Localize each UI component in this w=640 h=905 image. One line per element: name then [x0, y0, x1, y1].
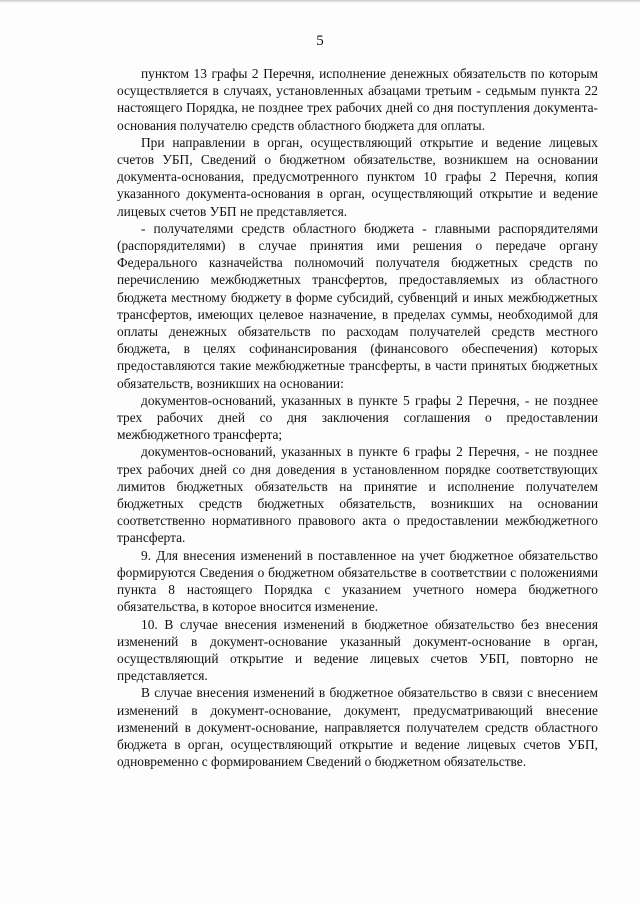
paragraph-changes-to-document: В случае внесения изменений в бюджетное обязательство в связи с внесением изменений в документ-основание, документ, предусматривающий внесение изменений в документ-основание, направляется получателем средств областного бюджета в орган, осуществляющий открытие и ведение лицевых счетов УБП, одновременно с формированием Сведений о бюджетном обязательстве.: [117, 685, 598, 770]
paragraph-chief-administrators: - получателями средств областного бюджета - главными распорядителями (распорядителями) в случае принятия ими решения о передаче органу Федерального казначейства полномочий получателя бюджетных средств по перечислению межбюджетных трансфертов, предоставляемых из областного бюджета местному бюджету в форме субсидий, субвенций и иных межбюджетных трансфертов, имеющих целевое назначение, в пределах суммы, необходимой для оплаты денежных обязательств по расходам получателей средств местного бюджета, в целях софинансирования (финансового обеспечения) которых предоставляются такие межбюджетные трансферты, в части принятых бюджетных обязательств, возникших на основании:: [117, 220, 598, 391]
document-body: [117, 65, 598, 770]
paragraph-clause-10: 10. В случае внесения изменений в бюджетное обязательство без внесения изменений в документ-основание указанный документ-основание в орган, осуществляющий открытие и ведение лицевых счетов УБП, повторно не представляется.: [117, 616, 598, 684]
scan-top-edge: [0, 0, 640, 3]
paragraph-continuation: пунктом 13 графы 2 Перечня, исполнение денежных обязательств по которым осуществляется в случаях, установленных абзацами третьим - седьмым пункта 22 настоящего Порядка, не позднее трех рабочих дней со дня поступления документа-основания получателю средств областного бюджета для оплаты.: [117, 66, 598, 133]
paragraph-item-5-documents: документов-оснований, указанных в пункте 5 графы 2 Перечня, - не позднее трех рабочих дней со дня заключения соглашения о предоставлении межбюджетного трансферта;: [117, 392, 598, 443]
paragraph-ubp-copy-not-submitted: При направлении в орган, осуществляющий открытие и ведение лицевых счетов УБП, Сведений о бюджетном обязательстве, возникшем на основании документа-основания, предусмотренного пунктом 10 графы 2 Перечня, копия указанного документа-основания в орган, осуществляющий открытие и ведение лицевых счетов УБП не представляется.: [117, 134, 598, 219]
paragraph-clause-9: 9. Для внесения изменений в поставленное на учет бюджетное обязательство формируются Сведения о бюджетном обязательстве в соответствии с положениями пункта 8 настоящего Порядка с указанием учетного номера бюджетного обязательства, в которое вносится изменение.: [117, 547, 598, 615]
paragraph-item-6-documents: документов-оснований, указанных в пункте 6 графы 2 Перечня, - не позднее трех рабочих дней со дня доведения в установленном порядке соответствующих лимитов бюджетных обязательств на принятие и исполнение получателем бюджетных средств бюджетных обязательств, возникших на основании соответственно нормативного правового акта о предоставлении межбюджетного трансферта.: [117, 444, 598, 546]
page-number: 5: [316, 33, 324, 49]
